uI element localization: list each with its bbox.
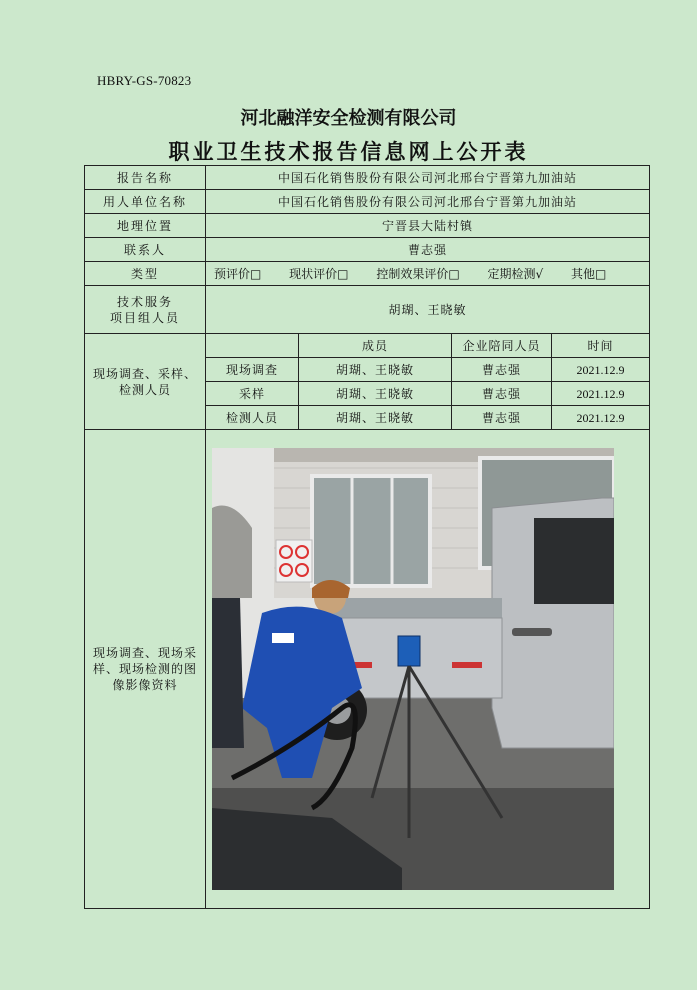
survey-header-escort: 企业陪同人员 (452, 334, 552, 358)
report-name-value: 中国石化销售股份有限公司河北邢台宁晋第九加油站 (206, 166, 650, 190)
photo-label-line1: 现场调查、现场采 (92, 646, 197, 660)
type-label: 类型 (85, 262, 206, 286)
employer-value: 中国石化销售股份有限公司河北邢台宁晋第九加油站 (206, 190, 650, 214)
disclosure-table (84, 165, 650, 909)
row-location (85, 214, 650, 238)
document-code: HBRY-GS-70823 (97, 73, 192, 88)
survey-escort: 曹志强 (452, 358, 552, 382)
survey-role: 检测人员 (206, 406, 299, 430)
survey-label-line1: 现场调查、采样、 (92, 366, 197, 381)
survey-date: 2021.12.9 (552, 358, 650, 382)
survey-role: 现场调查 (206, 358, 299, 382)
contact-label: 联系人 (85, 238, 206, 262)
photo-cell (206, 430, 650, 909)
site-photo (212, 448, 614, 890)
survey-header-blank (206, 334, 299, 358)
location-label: 地理位置 (85, 214, 206, 238)
employer-label: 用人单位名称 (85, 190, 206, 214)
page-title: 职业卫生技术报告信息网上公开表 (168, 139, 529, 164)
team-label-line2: 项目组人员 (109, 310, 180, 325)
type-options (206, 262, 650, 286)
survey-label (85, 334, 206, 430)
row-team (85, 286, 650, 334)
survey-escort: 曹志强 (452, 382, 552, 406)
row-contact (85, 238, 650, 262)
report-name-label: 报告名称 (85, 166, 206, 190)
row-photo (85, 430, 650, 909)
survey-role: 采样 (206, 382, 299, 406)
type-option-status-eval: 现状评价□ (289, 266, 349, 281)
type-option-other: 其他□ (571, 266, 607, 281)
team-label (85, 286, 206, 334)
survey-members: 胡瑚、王晓敏 (299, 406, 452, 430)
site-photo-illustration (212, 448, 614, 890)
team-label-line1: 技术服务 (116, 294, 173, 309)
row-employer (85, 190, 650, 214)
photo-label (85, 430, 206, 909)
survey-escort: 曹志强 (452, 406, 552, 430)
survey-date: 2021.12.9 (552, 382, 650, 406)
photo-label-line2: 样、现场检测的图 (92, 662, 197, 676)
type-option-pre-eval: 预评价□ (214, 266, 262, 281)
contact-value: 曹志强 (206, 238, 650, 262)
survey-header-date: 时间 (552, 334, 650, 358)
survey-members: 胡瑚、王晓敏 (299, 358, 452, 382)
team-value: 胡瑚、王晓敏 (206, 286, 650, 334)
survey-date: 2021.12.9 (552, 406, 650, 430)
photo-label-line3: 像影像资料 (112, 678, 178, 692)
survey-header-members: 成员 (299, 334, 452, 358)
survey-label-line2: 检测人员 (118, 382, 171, 397)
survey-members: 胡瑚、王晓敏 (299, 382, 452, 406)
company-name: 河北融洋安全检测有限公司 (240, 108, 457, 129)
row-type (85, 262, 650, 286)
type-option-periodic: 定期检测√ (487, 266, 544, 281)
location-value: 宁晋县大陆村镇 (206, 214, 650, 238)
row-survey-header (85, 334, 650, 358)
type-option-control-eval: 控制效果评价□ (376, 266, 460, 281)
row-report-name (85, 166, 650, 190)
